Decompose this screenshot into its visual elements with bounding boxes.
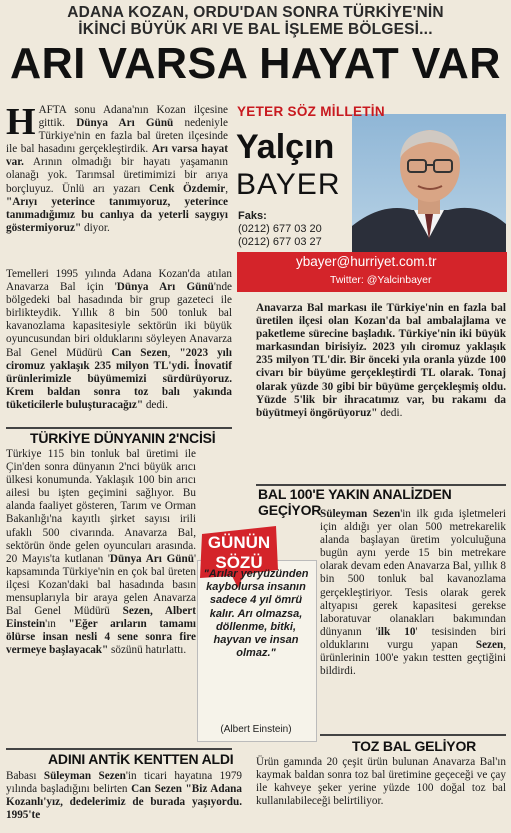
author-photo	[352, 114, 506, 254]
quote-source: (Albert Einstein)	[220, 724, 292, 735]
quote-text: "Arılar yeryüzünden kaybolursa insanın sadece 4 yıl ömrü kalır. Arı olmazsa, döllenme, bitki, hayvan ve insan olmaz."	[203, 568, 309, 660]
divider	[6, 427, 232, 429]
headline: ARI VARSA HAYAT VAR	[10, 39, 501, 88]
paragraph-2: Temelleri 1995 yılında Adana Kozan'da atılan Anavarza Bal için 'Dünya Arı Günü'nde bölgedeki bal hasadında bir grup gazeteci ile birlikteydik. Yıllık 8 bin 500 tonluk bal kavanozlama kapasitesiyle sektörün iki büyük oyuncusundan biri olduklarını söyleyen Anavarza Bal Genel Müdürü Can Sezen, "2023 yılı ciromuz yaklaşık 235 milyon TL'ydi. İnovatif ürünlerimizle büyümemizi sürdürüyoruz. Krem baldan sonra toz balı yakında tüketicilerle buluşturacağız" dedi.	[6, 268, 232, 411]
kicker	[0, 4, 511, 38]
intro-text: AFTA sonu Adana'nın Kozan ilçesine gittik. Dünya Arı Günü nedeniyle Türkiye'nin en fazla bal üreten ilçesinde ile bal hasadını gerçekleştirdik. Arı varsa hayat var. Arının olmadığı bir hayatı yaşamanın olanağı yok. Tarımsal üretimimizi bir arıya borçluyuz. Ünlü arı yazarı Cenk Özdemir, "Arıyı yeterince tanımıyoruz, yeterince tanımadığımız bu canlıya da yeterli saygıyı göstermiyoruz" diyor.	[6, 104, 228, 234]
kicker-line-2: İKİNCİ BÜYÜK ARI VE BAL İŞLEME BÖLGESİ...	[78, 21, 433, 38]
divider	[6, 748, 232, 750]
fax-label: Faks:	[238, 210, 267, 222]
paragraph-4: Babası Süleyman Sezen'in ticari hayatına 1979 yılında başladığını belirten Can Sezen "Biz Adana Kozanlı'yız, dedelerimiz de burada yaşıyordu. 1995'te	[6, 770, 243, 822]
fax-number-2: (0212) 677 03 27	[238, 236, 322, 248]
subheading-3: BAL 100'E YAKIN ANALİZDEN GEÇİYOR	[258, 486, 452, 518]
fax-number-1: (0212) 677 03 20	[238, 223, 322, 235]
kicker-line-1: ADANA KOZAN, ORDU'DAN SONRA TÜRKİYE'NİN	[67, 4, 444, 21]
stamp-line-2: SÖZÜ	[215, 553, 263, 572]
right-paragraph-1: Anavarza Bal markası ile Türkiye'nin en fazla bal üretilen ilçesi olan Kozan'da bal ambalajlama ve paketleme sürecine başladık. Türkiye'nin iki büyük markasından birisiyiz. 2023 yılı ciromuz yaklaşık 235 milyon TL'dir. Bir önceki yıla oranla yüzde 100 civarı bir büyüme gerçekleştirdi TL olarak. Tonaj olarak yüzde 30 gibi bir büyüme gerçekleşmiş oldu. Yüzde 5'lik bir ihracatımız var, bu rakamı da büyütmeyi öngörüyoruz" dedi.	[256, 302, 506, 419]
paragraph-3: Türkiye 115 bin tonluk bal üretimi ile Çin'den sonra dünyanın 2'nci büyük arıcı ülkesi konumunda. Yaklaşık 100 bin arıcı ailesi bu işten geçimini sağlıyor. Bu alanda faaliyet gösteren, Tarım ve Orman Bakanlığı'na kayıtlı şirket sayısı irili ufaklı 500 civarında. Anavarza Bal, sektörün önde gelen oyuncuları arasında. 20 Mayıs'ta kutlanan 'Dünya Arı Günü' kapsamında Türkiye'nin en çok bal üreten ilçesi Kozan'daki bal hasadında basın mensuplarıyla bir araya gelen Anavarza Bal Genel Müdürü Sezen, Albert Einstein'ın "Eğer arıların tamamı ölürse insan nesli 4 sene sonra fire vermeye başlayacak" sözünü hatırlattı.	[6, 448, 197, 657]
column-slogan: YETER SÖZ MİLLETİN	[237, 104, 385, 119]
stamp-line-1: GÜNÜN	[207, 533, 271, 552]
author-first-name: Yalçın	[236, 128, 335, 166]
author-email: ybayer@hurriyet.com.tr	[296, 254, 437, 269]
subheading-1: TÜRKİYE DÜNYANIN 2'NCİSİ	[30, 430, 216, 446]
subheading-4: TOZ BAL GELİYOR	[352, 738, 477, 754]
author-portrait-icon	[352, 114, 506, 254]
dropcap: H	[6, 101, 36, 143]
author-twitter: Twitter: @Yalcinbayer	[330, 274, 432, 286]
right-paragraph-2: Süleyman Sezen'in ilk gıda işletmeleri için aldığı yer olan 500 metrekarelik alanda başlayan üretim yolculuğuna bugün aynı yerde 15 bin metrekare olarak devam eden Anavarza Bal, yıllık 8 bin 500 tonluk bal kavanozlama gerçekleştiriyor. Tesis olarak gerek altyapısı gerek kapasitesi gerekse laboratuvar olanakları bakımından dünyanın 'ilk 10' tesisinden biri olduklarını vurgu yapan Sezen, ürünlerinin 100'e yakın testten geçtiğini bildirdi.	[320, 508, 506, 678]
right-paragraph-3: Ürün gamında 20 çeşit ürün bulunan Anavarza Bal'ın kaymak baldan sonra toz bal üretimine geçeceği ve çay ile kahveye şeker yerine yüzde 100 doğal toz bal kullanılabileceği belirtiliyor.	[256, 756, 506, 808]
author-last-name: BAYER	[236, 168, 341, 201]
divider	[320, 734, 506, 736]
subheading-2: ADINI ANTİK KENTTEN ALDI	[48, 751, 234, 767]
intro-paragraph	[6, 101, 228, 235]
